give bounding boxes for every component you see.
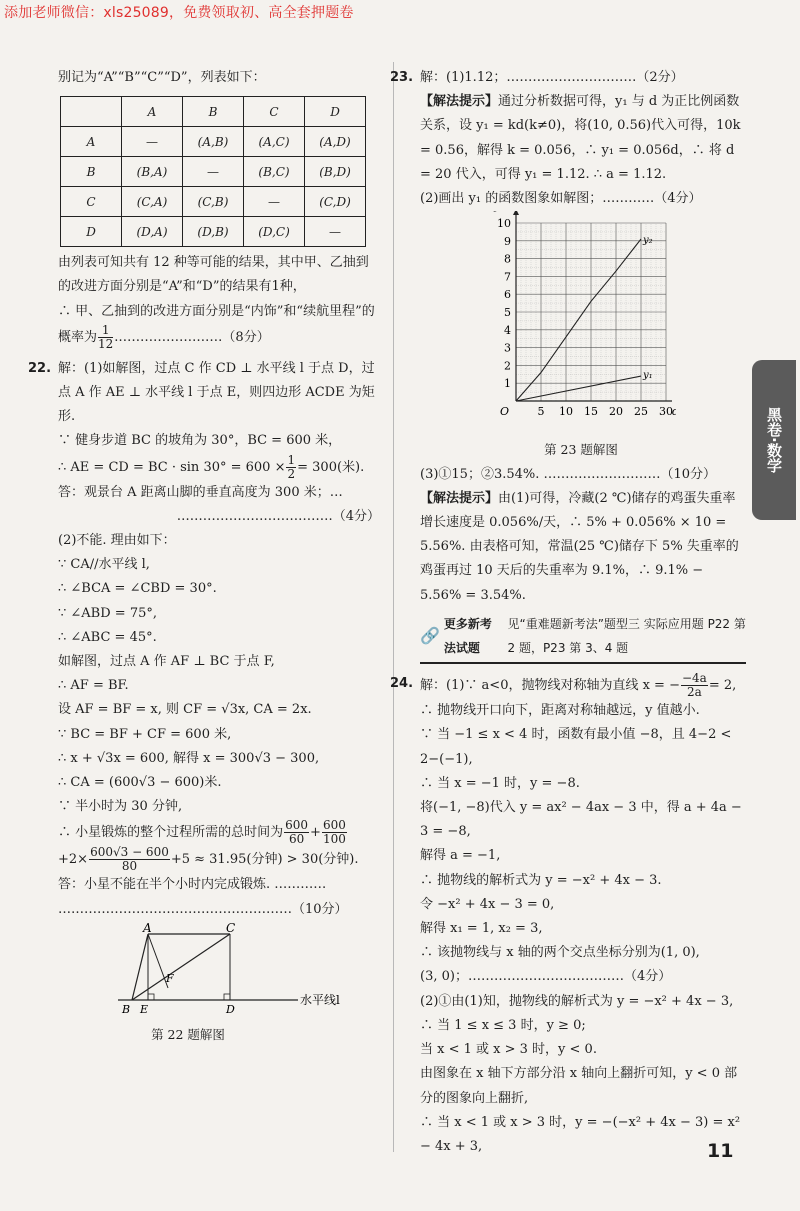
table-intro: 别记为“A”“B”“C”“D”，列表如下： [58, 70, 266, 85]
q22-total-line: ∴ 小星锻炼的整个过程所需的总时间为 $\frac{600}{60}$ + $\frac{600}{100}$ [58, 818, 346, 847]
table-row [61, 127, 366, 157]
q22-line: ∴ ∠ABC = 45°. [58, 629, 157, 645]
q22-line: ∵ ∠ABD = 75°, [58, 605, 157, 621]
link-icon: 🔗 [420, 625, 440, 645]
y-tick-label: 3 [504, 341, 511, 355]
figure-22-caption: 第 22 题解图 [151, 1027, 225, 1043]
question-24-number: 24. [390, 676, 414, 692]
q22-line: ∵ 半小时为 30 分钟, [58, 799, 183, 815]
side-tab: 黑卷·数学 [752, 360, 796, 520]
origin-label: O [500, 405, 510, 419]
q22-ae-line: ∴ AE = CD = BC · sin 30° = 600 × $\frac{1}{2}$ = 300(米). [58, 452, 365, 481]
chart-23-svg [486, 211, 676, 433]
q22-score-1: ………………………………（4分） [176, 508, 380, 524]
table-cell: (A,C) [244, 127, 305, 157]
q24-line: (2)①由(1)知，抛物线的解析式为 y = −x² + 4x − 3, [420, 993, 734, 1009]
q24-line: ∴ 当 x = −1 时，y = −8. [420, 775, 580, 791]
watermark-note: 添加老师微信：xls25089，免费领取初、高全套押题卷 [4, 5, 354, 21]
table-cell: D [61, 217, 122, 247]
table-cell: (D,A) [122, 217, 183, 247]
x-tick-label: 15 [584, 405, 598, 419]
table-row [61, 157, 366, 187]
table-cell: (D,B) [183, 217, 244, 247]
series-line-y2 [516, 239, 641, 401]
x-tick-label: 20 [609, 405, 623, 419]
x-tick-label: 10 [559, 405, 573, 419]
fig22-label-a: A [143, 921, 152, 935]
y-tick-label: 9 [504, 235, 511, 249]
figure-22 [58, 922, 380, 1047]
q23-hint-2: 【解法提示】由(1)可得，冷藏(2 ℃)储存的鸡蛋失重率增长速度是 0.056%/天，∴ 5% + 0.056% × 10 = 5.56%. 由表格可知，常温(25 ℃)储存下 5% 失重率的鸡蛋再过 10 天后的失重率为 9.1%，∴ 9.1% − 5.56% = 3.54%. [420, 490, 739, 603]
q22-line: ∴ AF = BF. [58, 678, 129, 694]
table-cell: (C,B) [183, 187, 244, 217]
question-24 [390, 671, 746, 1159]
left-column [28, 66, 380, 1047]
table-cell: (B,A) [122, 157, 183, 187]
table-cell: C [244, 97, 305, 127]
table-cell [61, 97, 122, 127]
y-tick-label: 7 [504, 270, 511, 284]
q24-line: ∴ 当 1 ≤ x ≤ 3 时，y ≥ 0; [420, 1017, 586, 1033]
y-tick-label: 1 [504, 377, 511, 391]
y-tick-label: 8 [504, 252, 511, 266]
fig22-label-b: B [122, 1002, 131, 1014]
y-tick-label: 10 [497, 217, 511, 231]
table-cell: B [61, 157, 122, 187]
q23-line-3: (3)①15；②3.54%. ………………………（10分） [420, 466, 717, 482]
table-cell: (D,C) [244, 217, 305, 247]
q24-line: ∴ 抛物线开口向下，距离对称轴越远，y 值越小. [420, 703, 700, 719]
q24-line: 令 −x² + 4x − 3 = 0, [420, 896, 555, 912]
q22-line: ∴ x + √3x = 600, 解得 x = 300√3 − 300, [58, 750, 320, 766]
q22-answer-1: 答：观景台 A 距离山脚的垂直高度为 300 米；… [58, 484, 343, 500]
question-23-number: 23. [390, 70, 414, 85]
chart-23 [486, 211, 746, 462]
table-cell: B [183, 97, 244, 127]
fraction-one-twelfth: $\frac{1}{12}$ [98, 322, 114, 351]
q24-line: 解得 a = −1, [420, 848, 501, 864]
y-tick-label: 4 [504, 324, 511, 338]
question-22 [28, 357, 380, 922]
table-row [61, 97, 366, 127]
q23-hint: 【解法提示】通过分析数据可得，y₁ 与 d 为正比例函数关系，设 y₁ = kd(k≠0)，将(10, 0.56)代入可得，10k = 0.56，解得 k = 0.056，∴ y₁ = 0.056d，∴ 将 d = 20 代入，可得 y₁ = 1.12. ∴ a = 1.12. [420, 94, 741, 182]
q24-line: 解得 x₁ = 1, x₂ = 3, [420, 921, 543, 937]
q22-score-2: ………………………………………………（10分） [58, 901, 348, 917]
q22-line: ∵ 健身步道 BC 的坡角为 30°，BC = 600 米， [58, 433, 342, 449]
table-cell: — [122, 127, 183, 157]
q24-line: ∴ 该抛物线与 x 轴的两个交点坐标分别为(1, 0), [420, 945, 700, 961]
q24-line: 当 x < 1 或 x > 3 时，y < 0. [420, 1042, 597, 1058]
probability-line: ∴ 甲、乙抽到的改进方面分别是“内饰”和“续航里程”的概率为 $\frac{1}{12}$ .……………………（8分） [58, 303, 375, 351]
table-cell: — [183, 157, 244, 187]
q22-line: ∴ ∠BCA = ∠CBD = 30°. [58, 581, 217, 597]
result-paragraph: 由列表可知共有 12 种等可能的结果，其中甲、乙抽到的改进方面分别是“A”和“D”的结果有1种， [58, 255, 369, 295]
more-questions-bar [420, 612, 746, 664]
table-cell: — [244, 187, 305, 217]
q23-line-2: (2)画出 y₁ 的函数图象如解图；…………（4分） [420, 191, 702, 207]
table-row [61, 217, 366, 247]
fig22-label-c: C [226, 921, 236, 935]
q22-line: 解：(1)如解图，过点 C 作 CD ⊥ 水平线 l 于点 D，过点 A 作 AE ⊥ 水平线 l 于点 E，则四边形 ACDE 为矩形. [58, 360, 375, 425]
table-cell: (B,C) [244, 157, 305, 187]
y-axis-label [493, 211, 514, 212]
chart-23-caption: 第 23 题解图 [544, 442, 618, 458]
fig22-label-f: F [166, 971, 174, 985]
q24-line: 由图象在 x 轴下方部分沿 x 轴向上翻折可知，y < 0 部分的图象向上翻折, [420, 1066, 738, 1106]
right-column [390, 66, 746, 1159]
table-cell: A [61, 127, 122, 157]
q22-line: (2)不能. 理由如下： [58, 533, 176, 549]
series-label: y₁ [643, 370, 653, 382]
q24-line: ∴ 抛物线的解析式为 y = −x² + 4x − 3. [420, 872, 662, 888]
q22-answer-2: 答：小星不能在半个小时内完成锻炼. ………… [58, 877, 327, 893]
x-tick-label: 30 [659, 405, 673, 419]
column-divider [393, 62, 394, 1152]
table-cell: (A,D) [305, 127, 366, 157]
x-tick-label: 5 [537, 405, 545, 419]
q23-line-1: 解：(1)1.12；…………………………（2分） [420, 70, 684, 85]
y-tick-label: 2 [504, 359, 511, 373]
q24-line: 将(−1, −8)代入 y = ax² − 4ax − 3 中，得 a + 4a − 3 = −8, [420, 800, 742, 840]
q22-line: 如解图，过点 A 作 AF ⊥ BC 于点 F, [58, 654, 275, 670]
q22-calc-line: +2× $\frac{600√3 - 600}{80}$ +5 ≈ 31.95(分钟) > 30(分钟). [58, 845, 359, 874]
more-text: 见“重难题新考法”题型三 实际应用题 P22 第 2 题，P23 第 3、4 题 [507, 616, 746, 656]
fig22-label-e: E [140, 1002, 149, 1014]
table-cell: D [305, 97, 366, 127]
fig22-label-d: D [226, 1002, 235, 1014]
table-cell: (A,B) [183, 127, 244, 157]
x-axis-label [672, 405, 676, 418]
q22-line: ∵ CA//水平线 l, [58, 557, 150, 573]
figure-22-diagram [58, 922, 358, 1014]
fig22-label-horizontal: 水平线l [300, 992, 340, 1007]
q22-line: ∵ BC = BF + CF = 600 米, [58, 726, 232, 742]
table-cell: (C,A) [122, 187, 183, 217]
q22-line: 设 AF = BF = x, 则 CF = √3x, CA = 2x. [58, 702, 312, 718]
question-22-number: 22. [28, 360, 52, 376]
q24-line: ∵ 当 −1 ≤ x < 4 时，函数有最小值 −8，且 4−2 < 2−(−1), [420, 727, 732, 767]
x-tick-label: 25 [634, 405, 648, 419]
table-cell: (C,D) [305, 187, 366, 217]
y-tick-label: 6 [504, 288, 511, 302]
series-label: y₂ [643, 235, 653, 247]
y-tick-label: 5 [504, 306, 511, 320]
table-cell: — [305, 217, 366, 247]
table-cell: C [61, 187, 122, 217]
outcome-table [60, 96, 366, 247]
page-number: 11 [707, 1140, 734, 1162]
question-23 [390, 66, 746, 211]
table-row [61, 187, 366, 217]
table-cell: A [122, 97, 183, 127]
q24-line: (3, 0)；………………………………（4分） [420, 969, 672, 985]
q24-line: ∴ 当 x < 1 或 x > 3 时，y = −(−x² + 4x − 3) = x² − 4x + 3, [420, 1114, 741, 1154]
q22-line: ∴ CA = (600√3 − 600)米. [58, 775, 222, 791]
q24-line-1: 解：(1)∵ a<0，抛物线对称轴为直线 x = − $\frac{-4a}{2a}$ = 2, [420, 671, 737, 700]
more-title: 更多新考法试题 [443, 616, 492, 656]
table-cell: (B,D) [305, 157, 366, 187]
